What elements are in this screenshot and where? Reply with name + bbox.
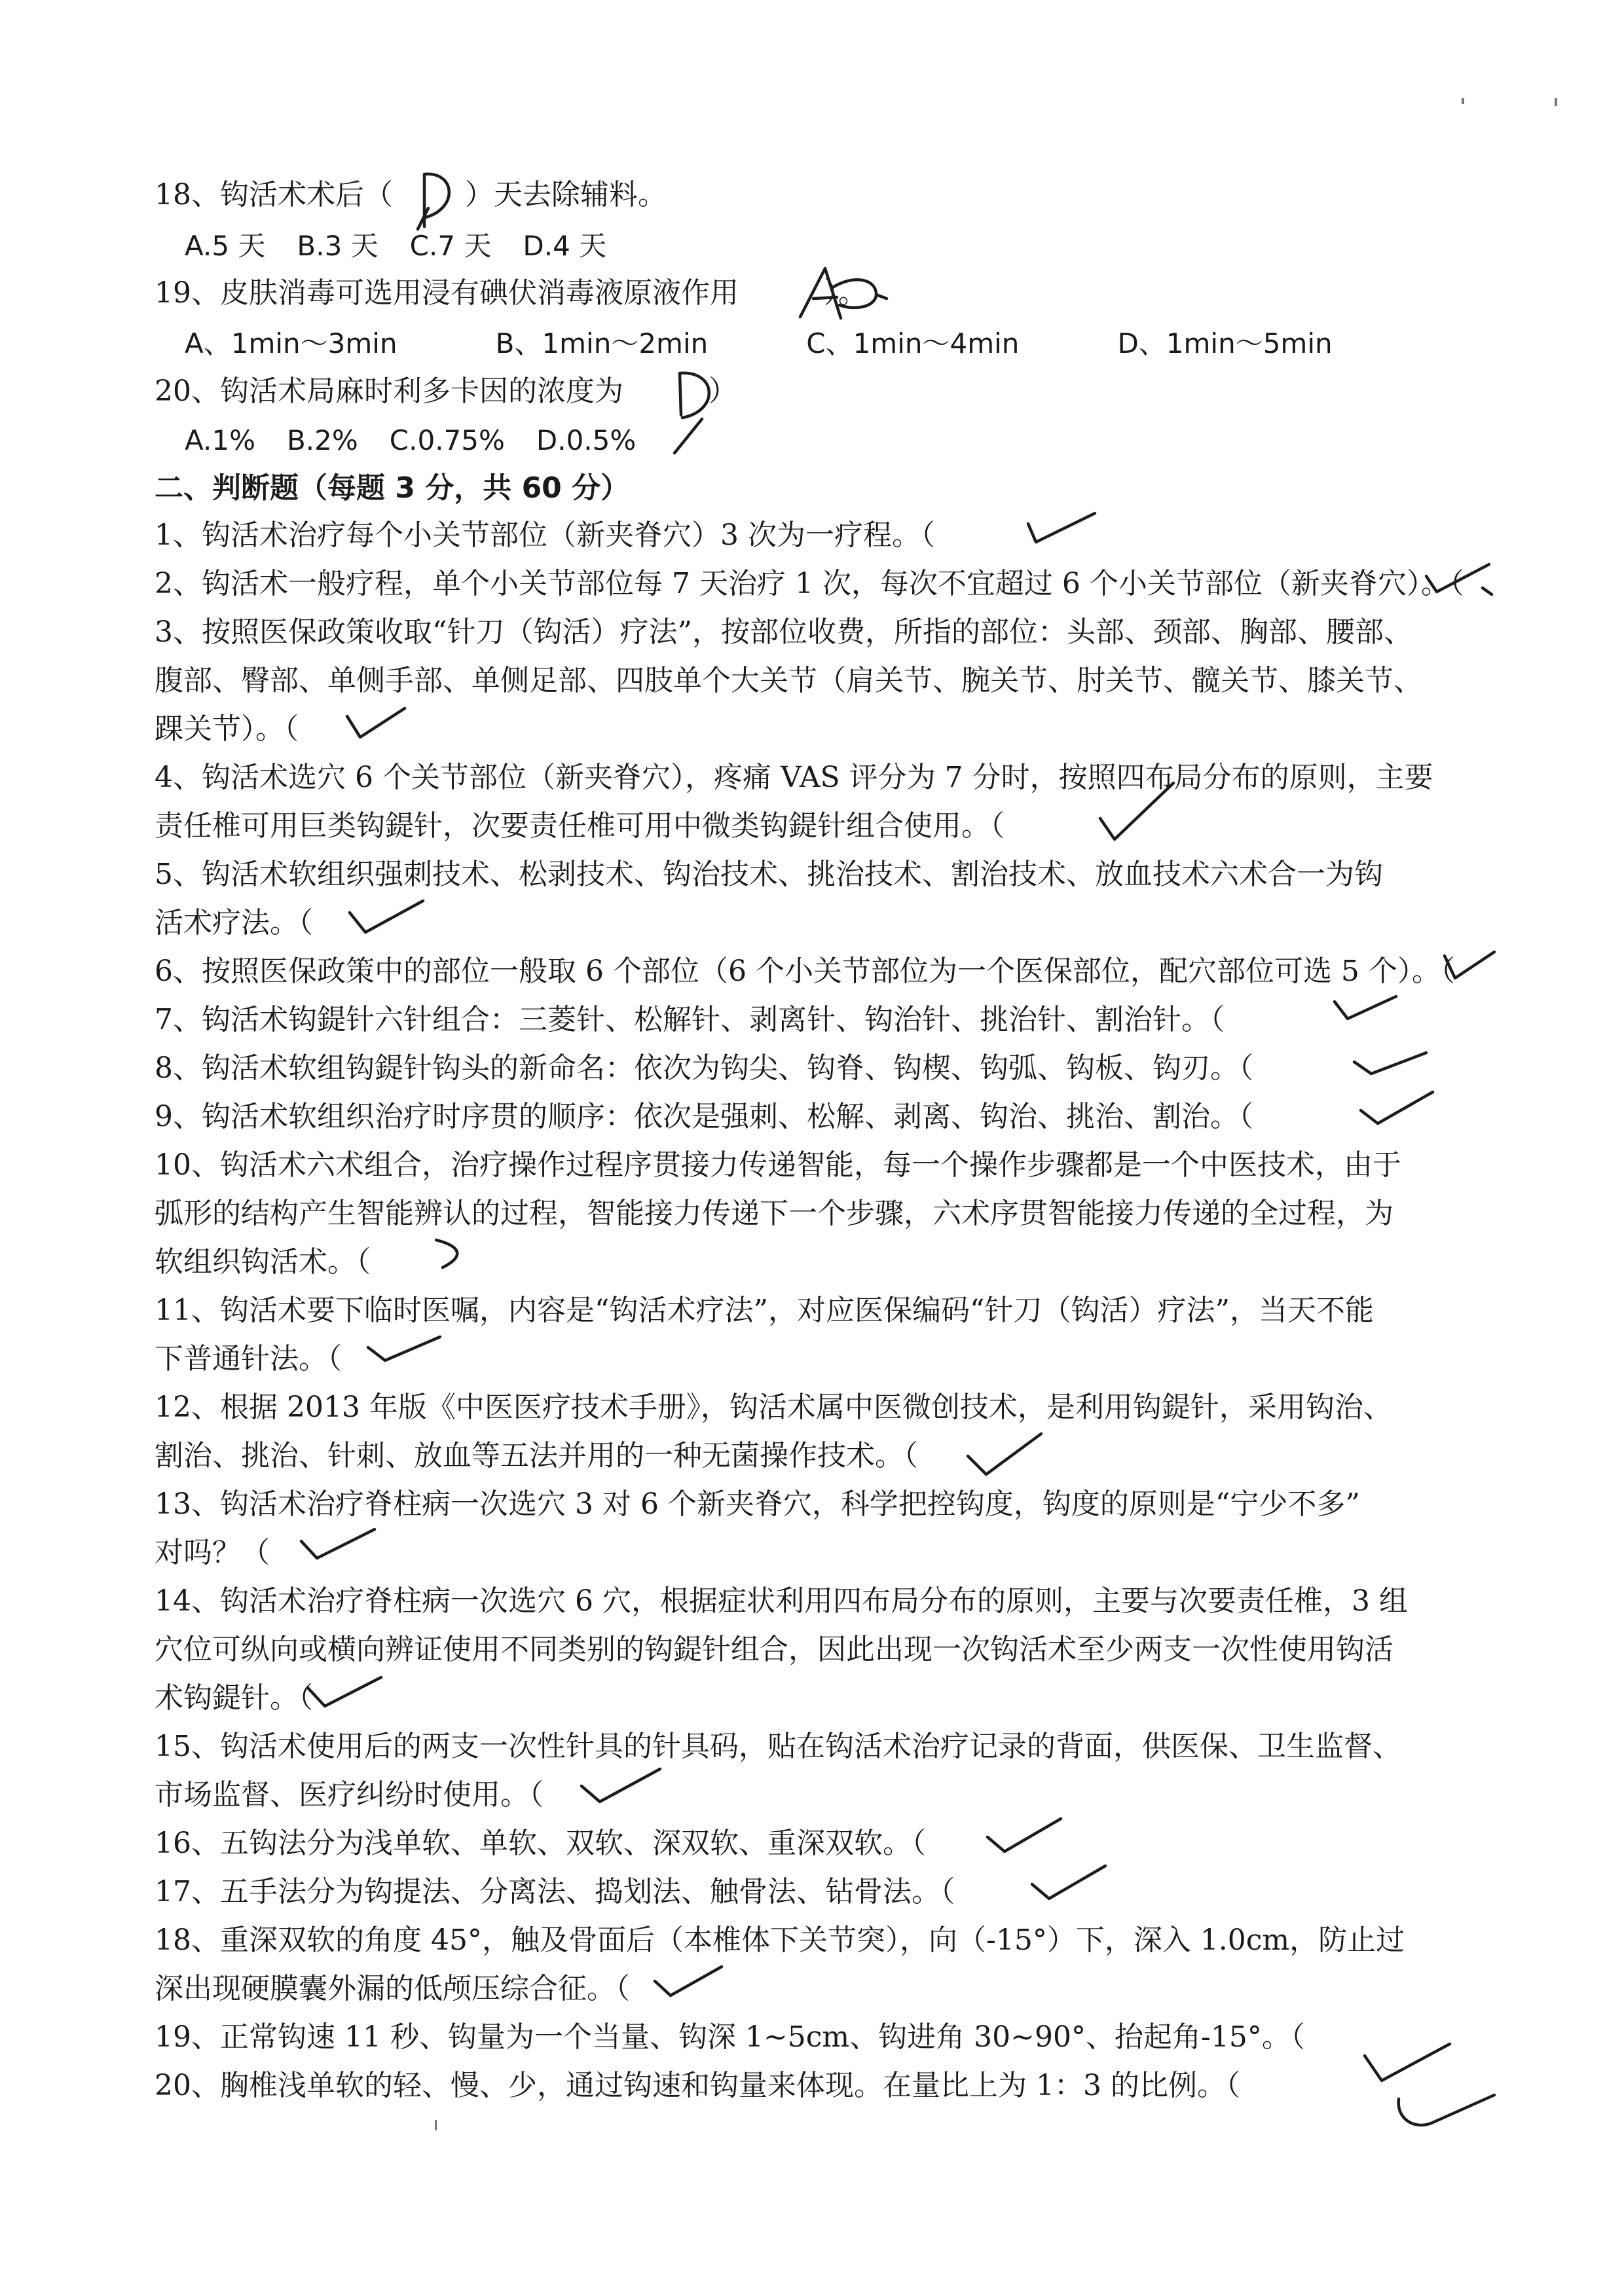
tf-line: 市场监督、医疗纠纷时使用。（ <box>155 1778 544 1812</box>
tf-line: 下普通针法。（ <box>155 1342 342 1376</box>
option-d: D.0.5% <box>536 424 637 456</box>
check-mark-icon <box>1420 556 1498 602</box>
check-mark-icon <box>1348 1040 1433 1085</box>
option-d: D.4 天 <box>523 230 607 262</box>
handwritten-d-mark <box>405 162 470 234</box>
section-title: 二、判断题（每题 3 分，共 60 分） <box>155 471 630 505</box>
check-mark-icon <box>575 1764 667 1816</box>
tf-line: 15、钩活术使用后的两支一次性针具的针具码，贴在钩活术治疗记录的背面，供医保、卫生监督、 <box>155 1730 1401 1763</box>
tf-line: 软组织钩活术。（ <box>155 1245 371 1279</box>
tf-line: 6、按照医保政策中的部位一般取 6 个部位（6 个小关节部位为一个医保部位，配穴部位可选 5 个）。（ <box>155 955 1455 988</box>
tf-line: 16、五钩法分为浅单软、单软、双软、深双软、重深双软。（ <box>155 1827 926 1860</box>
tf-line: 18、重深双软的角度 45°，触及骨面后（本椎体下关节突），向（-15°）下，深入 1.0cm，防止过 <box>155 1923 1405 1957</box>
check-mark-icon <box>343 893 428 945</box>
option-c: C.7 天 <box>409 230 492 262</box>
check-mark-icon <box>1328 990 1400 1036</box>
check-mark-icon <box>1354 1084 1439 1137</box>
tf-line: 5、钩活术软组织强刺技术、松剥技术、钩治技术、挑治技术、割治技术、放血技术六术合一为钩 <box>155 858 1383 891</box>
question-19-options <box>185 325 1547 362</box>
tf-line: 12、根据 2013 年版《中医医疗技术手册》，钩活术属中医微创技术，是利用钩鍉针，采用钩治、 <box>155 1391 1392 1424</box>
tf-line: 10、钩活术六术组合，治疗操作过程序贯接力传递智能，每一个操作步骤都是一个中医技术，由于 <box>155 1148 1401 1182</box>
tf-line: 割治、挑治、针刺、放血等五法并用的一种无菌操作技术。（ <box>155 1439 918 1472</box>
check-mark-icon <box>1390 2087 1501 2140</box>
question-20-options <box>185 422 1547 459</box>
check-mark-icon <box>1095 779 1180 851</box>
check-mark-icon <box>1022 508 1100 554</box>
question-20: 20、钩活术局麻时利多卡因的浓度为 ） <box>155 374 737 408</box>
option-a: A.1% <box>185 424 255 456</box>
option-d: D、1min～5min <box>1117 327 1333 359</box>
question-19: 19、皮肤消毒可选用浸有碘伏消毒液原液作用 ）。 <box>155 276 867 310</box>
tf-line: 8、钩活术软组钩鍉针钩头的新命名：依次为钩尖、钩脊、钩楔、钩弧、钩板、钩刃。（ <box>155 1051 1253 1085</box>
tf-line: 1、钩活术治疗每个小关节部位（新夹脊穴）3 次为一疗程。（ <box>155 519 935 552</box>
check-mark-icon <box>648 1956 727 2009</box>
option-b: B.2% <box>286 424 358 456</box>
tf-line: 9、钩活术软组织治疗时序贯的顺序：依次是强刺、松解、剥离、钩治、挑治、割治。（ <box>155 1100 1253 1133</box>
option-a: A、1min～3min <box>185 327 397 359</box>
check-mark-icon <box>361 1328 447 1374</box>
check-mark-icon <box>1025 1859 1111 1912</box>
option-c: C.0.75% <box>389 424 505 456</box>
question-18: 18、钩活术术后（ ）天去除辅料。 <box>155 178 667 211</box>
tf-line: 20、胸椎浅单软的轻、慢、少，通过钩速和钩量来体现。在量比上为 1：3 的比例。（ <box>155 2069 1240 2102</box>
tf-line: 踝关节）。（ <box>155 712 299 746</box>
check-mark-icon <box>301 1668 386 1721</box>
scan-speck <box>1462 98 1464 104</box>
check-mark-icon <box>295 1522 380 1574</box>
tf-line: 对吗？（ <box>155 1536 270 1569</box>
scan-speck <box>1555 98 1557 106</box>
tf-line: 责任椎可用巨类钩鍉针，次要责任椎可用中微类钩鍉针组合使用。（ <box>155 809 1005 843</box>
tf-line: 4、钩活术选穴 6 个关节部位（新夹脊穴），疼痛 VAS 评分为 7 分时，按照四布局分布的原则，主要 <box>155 761 1433 794</box>
option-a: A.5 天 <box>185 230 266 262</box>
check-mark-icon <box>981 1811 1066 1863</box>
tf-line: 术钩鍉针。（ <box>155 1681 313 1715</box>
tf-line: 3、按照医保政策收取“针刀（钩活）疗法”，按部位收费，所指的部位：头部、颈部、胸部、腰部、 <box>155 615 1412 649</box>
tf-line: 14、钩活术治疗脊柱病一次选穴 6 穴，根据症状利用四布局分布的原则，主要与次要责任椎，3 组 <box>155 1584 1408 1618</box>
check-mark-icon <box>961 1427 1046 1486</box>
tf-line: 17、五手法分为钩提法、分离法、捣划法、触骨法、钻骨法。（ <box>155 1875 955 1908</box>
tf-line: 19、正常钩速 11 秒、钩量为一个当量、钩深 1~5cm、钩进角 30~90°、抬起角-15°。（ <box>155 2020 1305 2054</box>
option-b: B.3 天 <box>297 230 378 262</box>
question-18-options <box>185 228 1547 264</box>
tf-line: 深出现硬膜囊外漏的低颅压综合征。（ <box>155 1972 630 2005</box>
option-c: C、1min～4min <box>806 327 1020 359</box>
tf-line: 7、钩活术钩鍉针六针组合：三菱针、松解针、剥离针、钩治针、挑治针、割治针。（ <box>155 1003 1225 1036</box>
check-mark-icon <box>1439 943 1498 989</box>
option-b: B、1min～2min <box>495 327 709 359</box>
tf-line: 穴位可纵向或横向辨证使用不同类别的钩鍉针组合，因此出现一次钩活术至少两支一次性使用钩活 <box>155 1633 1393 1666</box>
check-mark-icon <box>341 702 413 748</box>
tf-line: 11、钩活术要下临时医嘱，内容是“钩活术疗法”，对应医保编码“针刀（钩活）疗法”，当天不能 <box>155 1294 1374 1327</box>
handwritten-a-mark <box>791 262 896 324</box>
tf-line: 13、钩活术治疗脊柱病一次选穴 3 对 6 个新夹脊穴，科学把控钩度，钩度的原则是“宁少不多” <box>155 1487 1360 1521</box>
scan-speck <box>435 2120 437 2130</box>
check-mark-icon <box>428 1231 487 1277</box>
tf-line: 腹部、臀部、单侧手部、单侧足部、四肢单个大关节（肩关节、腕关节、肘关节、髋关节、膝关节、 <box>155 664 1422 697</box>
tf-line: 活术疗法。（ <box>155 906 313 939</box>
handwritten-d-mark <box>661 359 733 457</box>
tf-line: 弧形的结构产生智能辨认的过程，智能接力传递下一个步骤，六术序贯智能接力传递的全过程，为 <box>155 1197 1393 1230</box>
tf-line: 2、钩活术一般疗程，单个小关节部位每 7 天治疗 1 次，每次不宜超过 6 个小关节部位（新夹脊穴）。（ <box>155 567 1464 600</box>
